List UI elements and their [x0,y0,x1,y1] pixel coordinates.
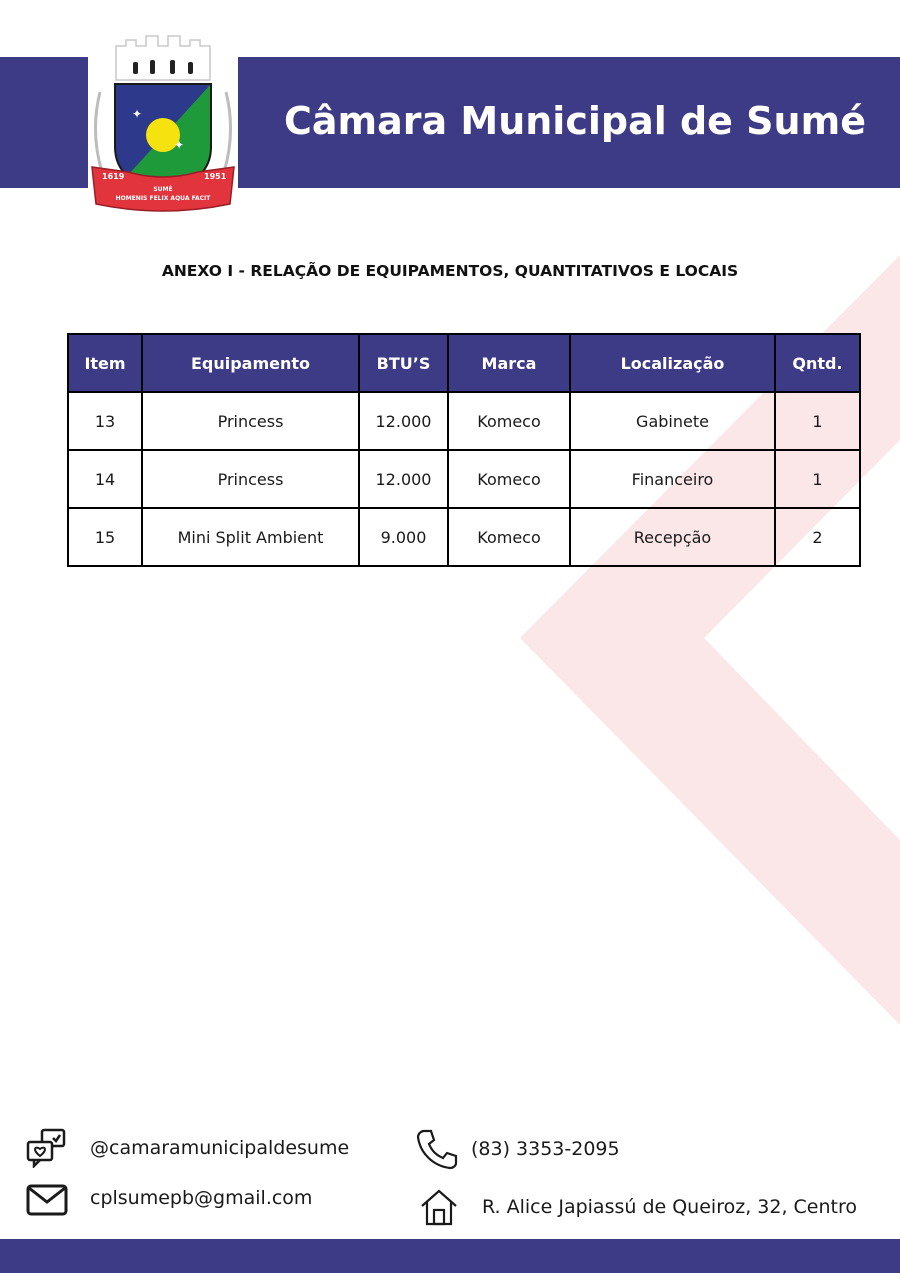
page-title: Câmara Municipal de Sumé [284,99,866,143]
svg-text:HOMENIS FELIX AQUA FACIT: HOMENIS FELIX AQUA FACIT [115,195,211,202]
street-address: R. Alice Japiassú de Queiroz, 32, Centro [482,1196,857,1218]
cell-btu: 12.000 [359,392,448,450]
cell-quantity: 2 [775,508,860,566]
cell-equipment: Mini Split Ambient [142,508,359,566]
column-header-brand: Marca [448,334,570,392]
cell-quantity: 1 [775,392,860,450]
svg-text:✦: ✦ [174,138,185,152]
cell-item: 15 [68,508,142,566]
column-header-item: Item [68,334,142,392]
table-row [68,392,860,450]
equipment-table [67,333,861,567]
cell-brand: Komeco [448,392,570,450]
annex-title: ANEXO I - RELAÇÃO DE EQUIPAMENTOS, QUANTITATIVOS E LOCAIS [161,262,739,280]
contact-instagram [26,1128,349,1168]
table-row [68,450,860,508]
cell-quantity: 1 [775,450,860,508]
phone-number: (83) 3353-2095 [471,1138,620,1160]
svg-text:1951: 1951 [204,172,227,181]
social-chat-icon [26,1128,68,1168]
contact-phone [416,1128,620,1170]
cell-equipment: Princess [142,450,359,508]
footer-band [0,1239,900,1273]
svg-text:✦: ✦ [132,107,143,121]
cell-location: Recepção [570,508,775,566]
cell-brand: Komeco [448,450,570,508]
phone-icon [416,1128,458,1170]
email-address: cplsumepb@gmail.com [90,1187,313,1209]
column-header-quantity: Qntd. [775,334,860,392]
column-header-equipment: Equipamento [142,334,359,392]
instagram-handle: @camaramunicipaldesume [90,1137,350,1159]
column-header-location: Localização [570,334,775,392]
coat-of-arms-logo [88,32,238,214]
cell-item: 13 [68,392,142,450]
svg-text:SUMÉ: SUMÉ [153,186,173,193]
cell-location: Gabinete [570,392,775,450]
cell-btu: 12.000 [359,450,448,508]
column-header-btu: BTU’S [359,334,448,392]
table-row [68,508,860,566]
table-header-row [68,334,860,392]
cell-item: 14 [68,450,142,508]
contact-email [26,1184,312,1216]
home-icon [420,1188,458,1226]
cell-btu: 9.000 [359,508,448,566]
contact-address [420,1188,857,1226]
cell-equipment: Princess [142,392,359,450]
mail-icon [26,1184,68,1216]
cell-location: Financeiro [570,450,775,508]
cell-brand: Komeco [448,508,570,566]
svg-text:1619: 1619 [102,172,125,181]
